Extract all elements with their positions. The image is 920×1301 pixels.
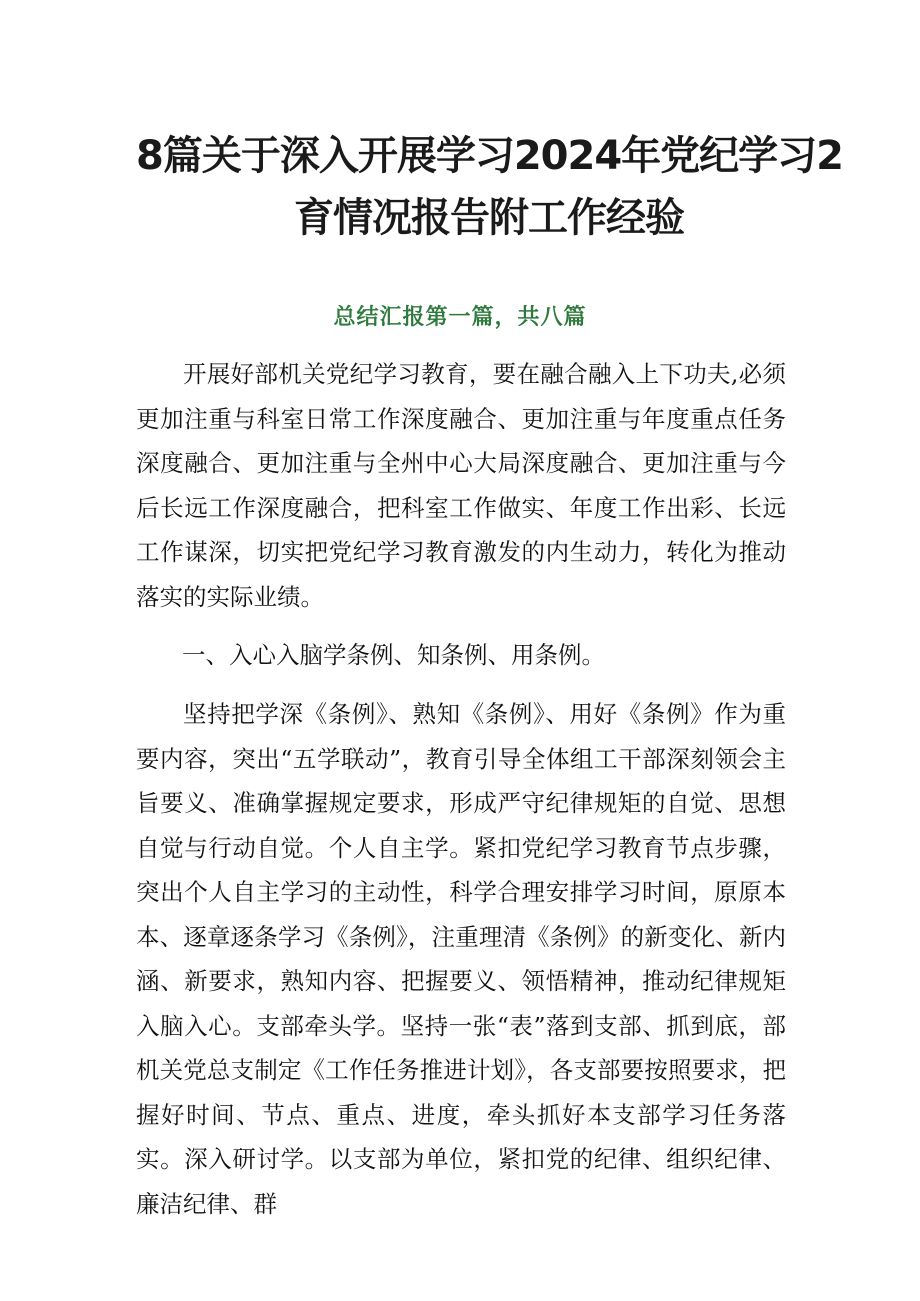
section-subtitle: 总结汇报第一篇，共八篇 — [333, 304, 587, 330]
body-paragraph-section-1: 坚持把学深《条例》、熟知《条例》、用好《条例》作为重要内容，突出“五学联动”，教育引导全体组工干部深刻领会主旨要义、准确掌握规定要求，形成严守纪律规矩的自觉、思想自觉与行动自觉。个人自主学。紧扣党纪学习教育节点步骤，突出个人自主学习的主动性，科学合理安排学习时间，原原本本、逐章逐条学习《条例》，注重理清《条例》的新变化、新内涵、新要求，熟知内容、把握要义、领悟精神，推动纪律规矩入脑入心。支部牵头学。坚持一张“表”落到支部、抓到底，部机关党总支制定《工作任务推进计划》，各支部要按照要求，把握好时间、节点、重点、进度，牵头抓好本支部学习任务落实。深入研讨学。以支部为单位，紧扣党的纪律、组织纪律、廉洁纪律、群 — [136, 700, 786, 1218]
document-title-line-1: 8篇关于深入开展学习2024年党纪学习2 — [136, 133, 843, 179]
document-title-line-2: 育情况报告附工作经验 — [294, 195, 684, 241]
section-heading: 一、入心入脑学条例、知条例、用条例。 — [182, 641, 605, 669]
body-paragraph-intro: 开展好部机关党纪学习教育，要在融合融入上下功夫,必须更加注重与科室日常工作深度融合、更加注重与年度重点任务深度融合、更加注重与全州中心大局深度融合、更加注重与今后长远工作深度融合，把科室工作做实、年度工作出彩、长远工作谋深，切实把党纪学习教育激发的内生动力，转化为推动落实的实际业绩。 — [136, 360, 786, 611]
